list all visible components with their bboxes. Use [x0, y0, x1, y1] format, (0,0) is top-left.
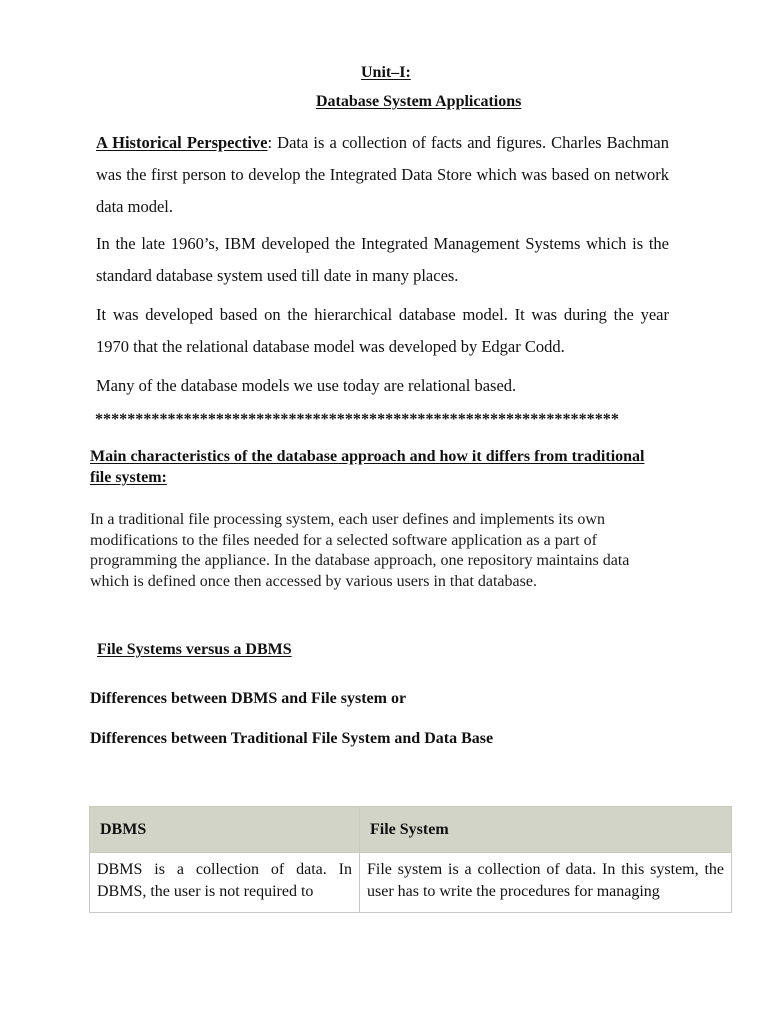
table-header-row: [90, 807, 732, 853]
table-row: [90, 853, 732, 913]
unit-title: Unit–I:: [361, 64, 411, 81]
table-header-file-system: File System: [360, 807, 732, 853]
table-cell-dbms-text: DBMS is a collection of data. In DBMS, the user is not required to: [97, 861, 352, 900]
relational-paragraph: Many of the database models we use today are relational based.: [96, 376, 517, 395]
table-header-dbms: DBMS: [90, 807, 360, 853]
file-systems-heading: File Systems versus a DBMS: [97, 641, 292, 658]
separator-line: *****************************************************************: [95, 411, 619, 428]
table-cell-file-system-text: File system is a collection of data. In this system, the user has to write the procedures for managing: [367, 861, 724, 900]
main-characteristics-heading: Main characteristics of the database approach and how it differs from traditional file system:: [90, 448, 645, 486]
comparison-table: [89, 806, 732, 913]
differences-heading-1: Differences between DBMS and File system or: [90, 690, 407, 707]
historical-text: : Data is a collection of facts and figures. Charles Bachman was the first person to develop the Integrated Data Store which was based on network data model.: [96, 133, 669, 216]
historical-paragraph: [96, 127, 669, 223]
differences-heading-2: Differences between Traditional File System and Data Base: [90, 730, 494, 747]
traditional-paragraph: In a traditional file processing system, each user defines and implements its own modifications to the files needed for a selected software application as a part of programming the appliance. In the database approach, one repository maintains data which is defined once then accessed by various users in that database.: [90, 511, 630, 590]
section-title: Database System Applications: [316, 93, 522, 110]
table-cell-dbms: [90, 853, 360, 913]
codd-paragraph: It was developed based on the hierarchical database model. It was during the year 1970 that the relational database model was developed by Edgar Codd.: [96, 305, 669, 356]
historical-label: A Historical Perspective: [96, 133, 268, 152]
table-cell-file-system: [360, 853, 732, 913]
ibm-paragraph: In the late 1960’s, IBM developed the Integrated Management Systems which is the standard database system used till date in many places.: [96, 234, 669, 285]
